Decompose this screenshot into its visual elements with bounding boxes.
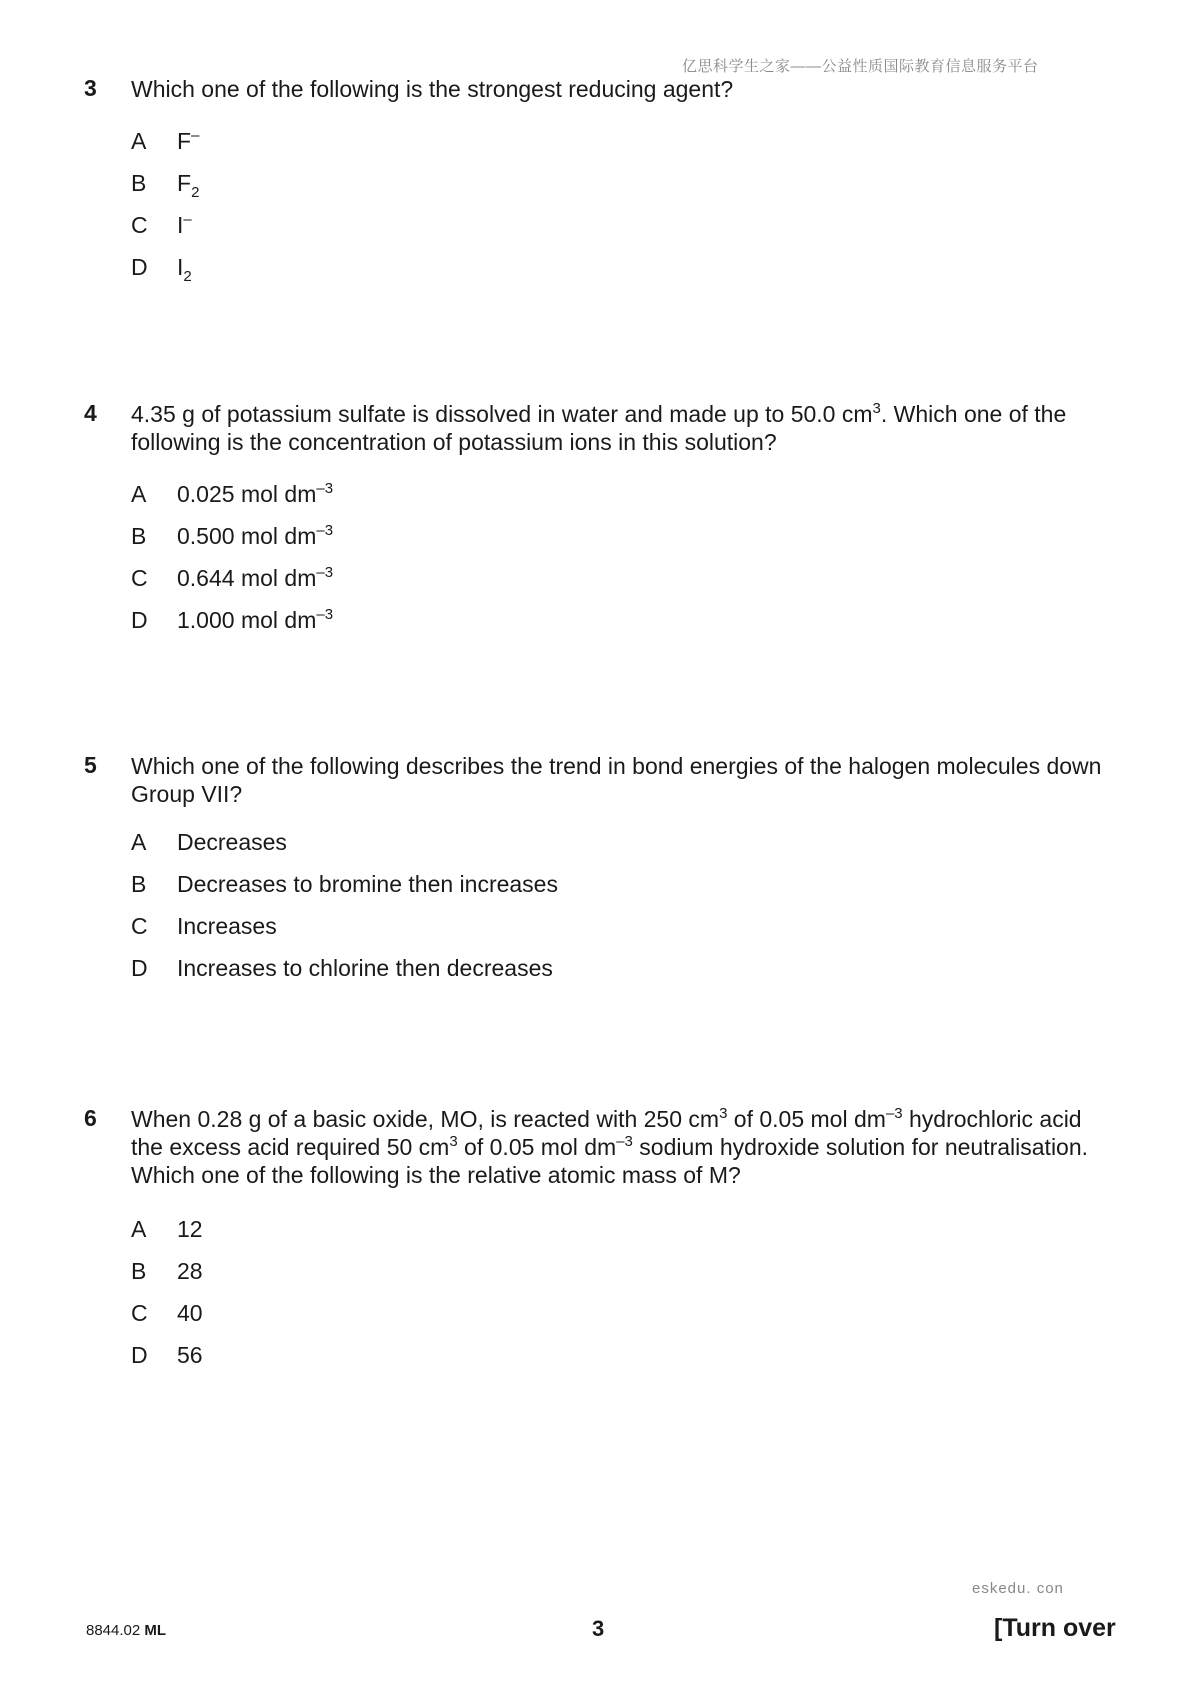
option-b[interactable] bbox=[131, 1257, 1114, 1299]
option-text: 56 bbox=[177, 1342, 203, 1368]
answer-options bbox=[131, 1215, 1114, 1383]
option-letter: B bbox=[131, 1258, 147, 1284]
question-6 bbox=[84, 1105, 1114, 1383]
option-text: F– bbox=[177, 127, 200, 154]
option-letter: D bbox=[131, 254, 148, 280]
question-5 bbox=[84, 752, 1114, 996]
option-letter: A bbox=[131, 481, 147, 507]
question-4 bbox=[84, 400, 1114, 648]
option-letter: A bbox=[131, 829, 147, 855]
question-text: Which one of the following is the strongest reducing agent? bbox=[131, 76, 734, 102]
option-c[interactable] bbox=[131, 912, 1114, 954]
option-letter: A bbox=[131, 128, 147, 154]
question-text: When 0.28 g of a basic oxide, MO, is reacted with 250 $cm^3$ of 0.05 mol $dm^{-3}$ hydrochloric acid the excess acid required 50 $cm^3$ of 0.05 mol $dm^{-3}$ sodium hydroxide solution for neutralisation. Which one of the following is the relative atomic mass of M? bbox=[131, 1105, 1089, 1188]
option-text: Increases to chlorine then decreases bbox=[177, 955, 553, 981]
option-letter: C bbox=[131, 1300, 148, 1326]
option-a[interactable] bbox=[131, 127, 1114, 169]
option-letter: B bbox=[131, 170, 147, 196]
option-letter: C bbox=[131, 212, 148, 238]
option-letter: D bbox=[131, 607, 148, 633]
option-text: 0.644 mol $dm^{-3}$ bbox=[177, 564, 334, 591]
page-number: 3 bbox=[592, 1616, 605, 1641]
option-a[interactable] bbox=[131, 828, 1114, 870]
option-c[interactable] bbox=[131, 564, 1114, 606]
question-3 bbox=[84, 75, 1114, 295]
option-letter: C bbox=[131, 913, 148, 939]
footer-watermark: eskedu. con bbox=[972, 1580, 1064, 1597]
option-text: $I_2$ bbox=[177, 254, 192, 285]
answer-options bbox=[131, 480, 1114, 648]
option-text: 12 bbox=[177, 1216, 203, 1242]
option-letter: B bbox=[131, 871, 147, 897]
question-text: 4.35 g of potassium sulfate is dissolved in water and made up to 50.0 $cm^3$. Which one of the following is the concentration of potassium ions in this solution? bbox=[131, 400, 1067, 455]
option-text: Decreases to bromine then increases bbox=[177, 871, 558, 897]
header-watermark: 亿思科学生之家——公益性质国际教育信息服务平台 bbox=[682, 58, 1039, 75]
option-b[interactable] bbox=[131, 522, 1114, 564]
option-letter: A bbox=[131, 1216, 147, 1242]
option-text: $F_2$ bbox=[177, 170, 200, 201]
question-number: 5 bbox=[84, 752, 97, 778]
option-d[interactable] bbox=[131, 253, 1114, 295]
option-a[interactable] bbox=[131, 1215, 1114, 1257]
option-text: 28 bbox=[177, 1258, 203, 1284]
option-a[interactable] bbox=[131, 480, 1114, 522]
option-c[interactable] bbox=[131, 211, 1114, 253]
option-text: 0.025 mol $dm^{-3}$ bbox=[177, 480, 334, 507]
option-text: 40 bbox=[177, 1300, 203, 1326]
option-text: Decreases bbox=[177, 829, 287, 855]
option-letter: D bbox=[131, 1342, 148, 1368]
question-number: 4 bbox=[84, 400, 97, 426]
option-text: 0.500 mol $dm^{-3}$ bbox=[177, 522, 334, 549]
turn-over-label: [Turn over bbox=[994, 1614, 1116, 1642]
option-text: 1.000 mol $dm^{-3}$ bbox=[177, 606, 334, 633]
option-text: I– bbox=[177, 211, 192, 238]
option-c[interactable] bbox=[131, 1299, 1114, 1341]
question-text: Which one of the following describes the trend in bond energies of the halogen molecules down Group VII? bbox=[131, 753, 1102, 807]
option-letter: D bbox=[131, 955, 148, 981]
question-number: 6 bbox=[84, 1105, 97, 1131]
option-d[interactable] bbox=[131, 606, 1114, 648]
option-letter: C bbox=[131, 565, 148, 591]
option-b[interactable] bbox=[131, 870, 1114, 912]
option-d[interactable] bbox=[131, 1341, 1114, 1383]
option-b[interactable] bbox=[131, 169, 1114, 211]
question-number: 3 bbox=[84, 75, 97, 101]
option-text: Increases bbox=[177, 913, 277, 939]
option-letter: B bbox=[131, 523, 147, 549]
answer-options bbox=[131, 127, 1114, 295]
answer-options bbox=[131, 828, 1114, 996]
paper-code: 8844.02 ML bbox=[86, 1622, 167, 1639]
option-d[interactable] bbox=[131, 954, 1114, 996]
